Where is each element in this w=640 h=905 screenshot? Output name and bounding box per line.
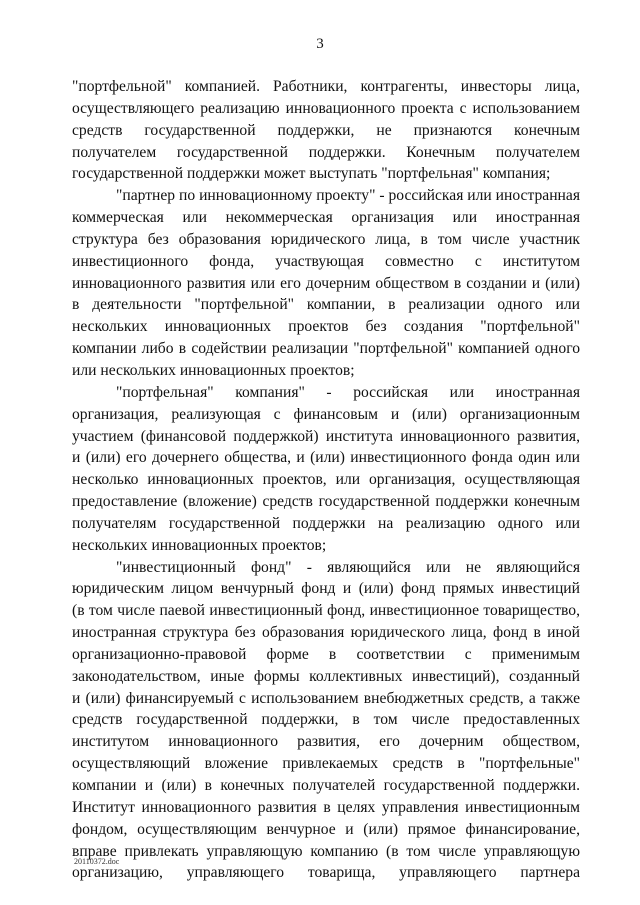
text-line: вправе привлекать управляющую компанию (в том числе управляющую bbox=[72, 842, 580, 860]
text-line: инновационного развития или его дочерним обществом в создании и (или) bbox=[72, 274, 580, 292]
text-line: осуществляющий вложение привлекаемых средств в "портфельные" bbox=[72, 755, 580, 773]
text-line: средств государственной поддержки, не признаются конечным bbox=[72, 121, 580, 139]
text-line: Институт инновационного развития в целях управления инвестиционным bbox=[72, 798, 580, 816]
text-line: получателем государственной поддержки. Конечным получателем bbox=[72, 143, 580, 161]
text-line: законодательством, иные формы коллективных инвестиций), созданный bbox=[72, 667, 580, 685]
text-line: государственной поддержки может выступать "портфельная" компания; bbox=[72, 165, 551, 183]
text-line: организацию, управляющего товарища, управляющего партнера bbox=[72, 864, 580, 882]
text-line: в деятельности "портфельной" компании, в реализации одного или bbox=[72, 296, 580, 314]
text-line: нескольких инновационных проектов; bbox=[72, 536, 327, 554]
text-line: фондом, осуществляющим венчурное и (или) прямое финансирование, bbox=[72, 820, 580, 838]
text-line: коммерческая или некоммерческая организация или иностранная bbox=[72, 209, 580, 227]
text-line: организационно-правовой форме в соответствии с применимым bbox=[72, 645, 580, 663]
text-line: институтом инновационного развития, его дочерним обществом, bbox=[72, 733, 580, 751]
text-line: "инвестиционный фонд" - являющийся или не являющийся bbox=[116, 558, 580, 576]
text-line: средств государственной поддержки, в том числе предоставленных bbox=[72, 711, 580, 729]
text-line: получателям государственной поддержки на реализацию одного или bbox=[72, 514, 580, 532]
text-line: инвестиционного фонда, участвующая совместно с институтом bbox=[72, 252, 580, 270]
text-line: "портфельная" компания" - российская или иностранная bbox=[116, 383, 580, 401]
text-line: несколько инновационных проектов, или организация, осуществляющая bbox=[72, 471, 580, 489]
text-line: "портфельной" компанией. Работники, контрагенты, инвесторы лица, bbox=[72, 78, 580, 95]
text-line: и (или) финансируемый с использованием внебюджетных средств, а также bbox=[72, 689, 580, 707]
text-line: осуществляющего реализацию инновационного проекта с использованием bbox=[72, 99, 580, 117]
footer-file-code: 20110372.doc bbox=[74, 857, 120, 866]
text-line: предоставление (вложение) средств государственной поддержки конечным bbox=[72, 493, 580, 511]
text-line: компании либо в содействии реализации "портфельной" компанией одного bbox=[72, 340, 580, 358]
text-line: и (или) его дочернего общества, и (или) инвестиционного фонда один или bbox=[72, 449, 580, 467]
document-body bbox=[72, 76, 580, 884]
text-line: или нескольких инновационных проектов; bbox=[72, 361, 355, 379]
text-line: иностранная структура без образования юридического лица, фонд в иной bbox=[72, 624, 580, 642]
text-line: участием (финансовой поддержкой) института инновационного развития, bbox=[72, 427, 580, 445]
text-line: "партнер по инновационному проекту" - российская или иностранная bbox=[116, 187, 580, 205]
text-line: юридическим лицом венчурный фонд и (или) фонд прямых инвестиций bbox=[72, 580, 580, 598]
text-line: компании и (или) в конечных получателей государственной поддержки. bbox=[72, 777, 580, 794]
text-line: (в том числе паевой инвестиционный фонд, инвестиционное товарищество, bbox=[72, 602, 580, 620]
text-line: структура без образования юридического лица, в том числе участник bbox=[72, 230, 580, 248]
page-number: 3 bbox=[316, 36, 324, 52]
text-line: организация, реализующая с финансовым и (или) организационным bbox=[72, 405, 580, 423]
text-line: нескольких инновационных проектов без создания "портфельной" bbox=[72, 318, 580, 336]
